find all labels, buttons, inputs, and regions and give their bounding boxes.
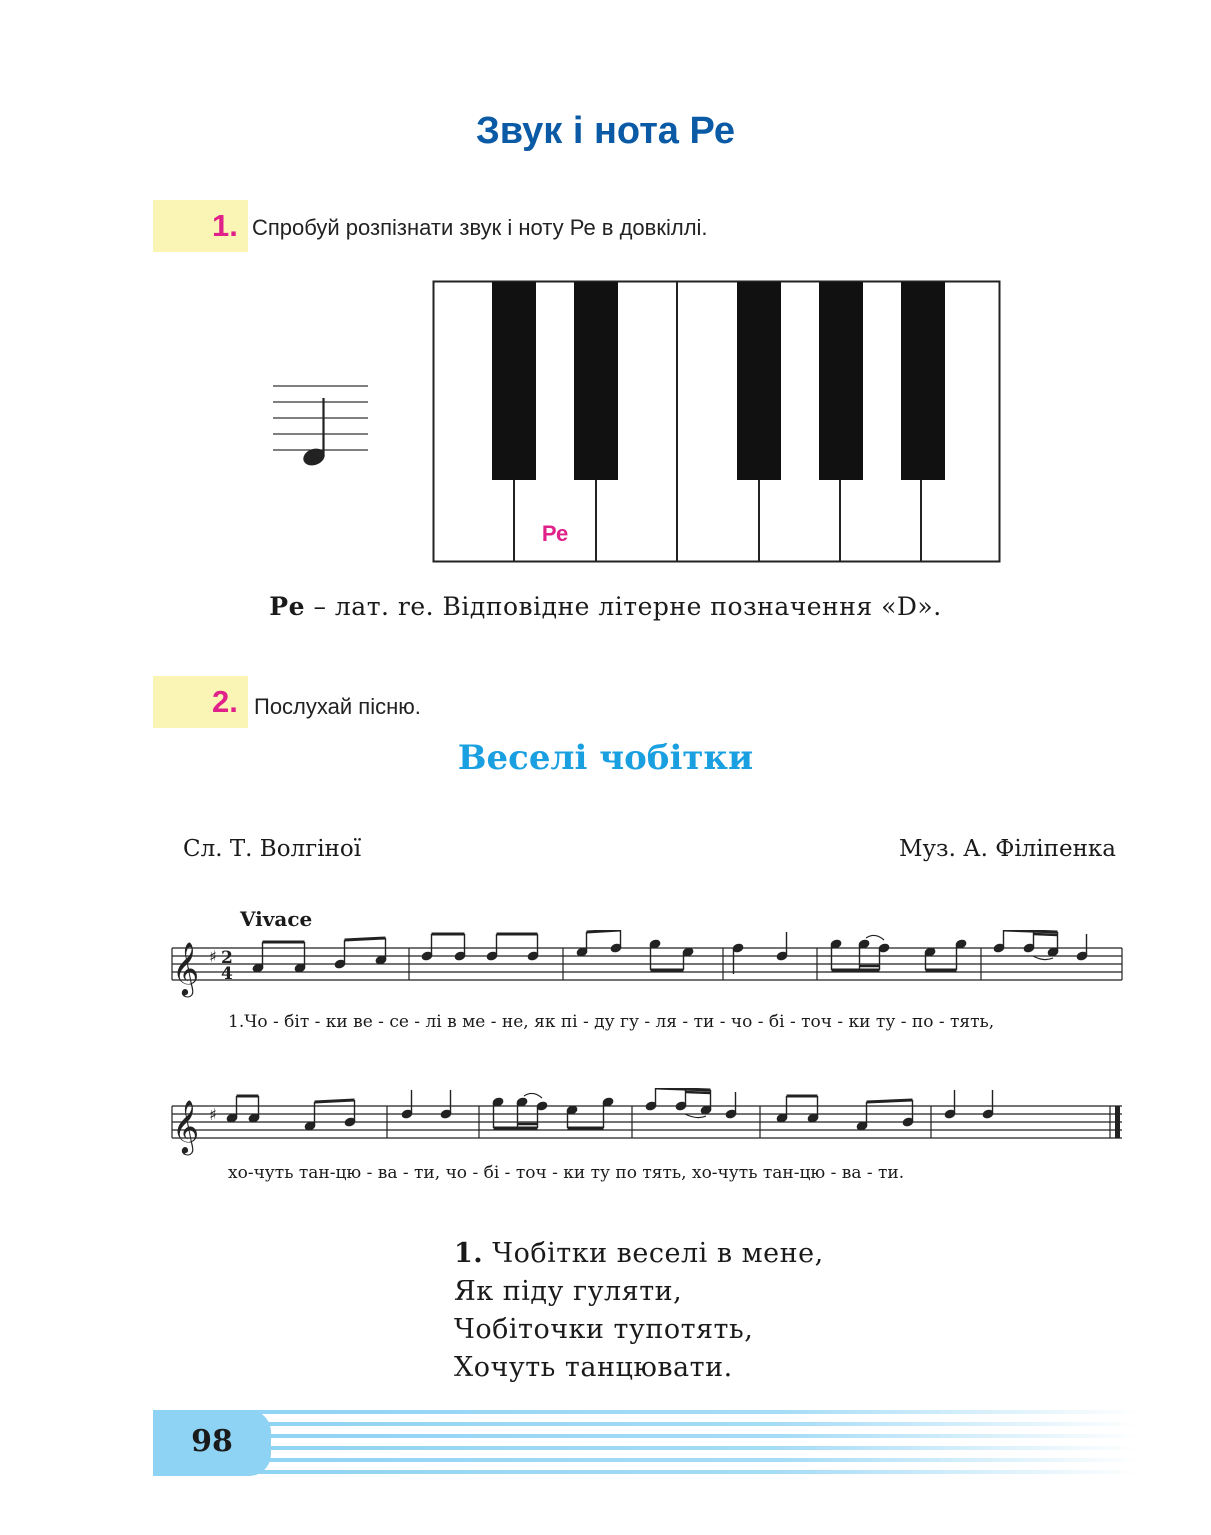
task-1-number: 1. (212, 208, 238, 243)
score-line-1 (160, 930, 1130, 1010)
score-lyrics-line-2: хо-чуть тан-цю - ва - ти, чо - бі - точ - ки ту по тять, хо-чуть тан-цю - ва - ти. (228, 1163, 905, 1183)
treble-clef-icon: 𝄞 (172, 941, 200, 995)
key-signature-sharp: ♯ (209, 947, 217, 966)
verse-line-1-text: Чобітки веселі в мене, (492, 1238, 824, 1269)
score-lyrics-line-1: 1.Чо - біт - ки ве - се - лі в ме - не, як пі - ду гу - ля - ти - чо - бі - точ - ки ту - по - тять, (228, 1012, 995, 1032)
verse-line-3: Чобіточки тупотять, (454, 1314, 754, 1345)
note-name: Ре (269, 592, 306, 621)
task-2-number: 2. (212, 684, 238, 719)
key-signature-sharp-2: ♯ (209, 1105, 217, 1124)
verse-number: 1. (454, 1238, 484, 1269)
verse-line-1 (454, 1238, 824, 1269)
verse-line-4: Хочуть танцювати. (454, 1352, 733, 1383)
time-signature-bottom: 4 (221, 964, 233, 984)
verse-line-2: Як піду гуляти, (454, 1276, 683, 1307)
time-signature-top: 2 (221, 948, 233, 968)
song-title: Веселі чобітки (457, 738, 754, 778)
music-author: Муз. А. Філіпенка (898, 836, 1116, 862)
tempo-marking: Vivace (240, 907, 313, 931)
footer-stripes (240, 1408, 1140, 1480)
score-line-2 (160, 1088, 1130, 1168)
note-description-text: – лат. re. Відповідне літерне позначення «D». (305, 592, 942, 621)
task-2-text: Послухай пісню. (254, 694, 421, 719)
task-1-text: Спробуй розпізнати звук і ноту Ре в довкіллі. (252, 215, 708, 240)
lyrics-author: Сл. Т. Волгіної (183, 836, 362, 862)
note-re-staff (268, 380, 373, 475)
page-number: 98 (191, 1424, 233, 1459)
page-title: Звук і нота Ре (475, 110, 736, 152)
piano-key-label-re: Ре (541, 521, 569, 546)
treble-clef-icon-2: 𝄞 (172, 1099, 200, 1153)
note-description (0, 592, 1211, 621)
